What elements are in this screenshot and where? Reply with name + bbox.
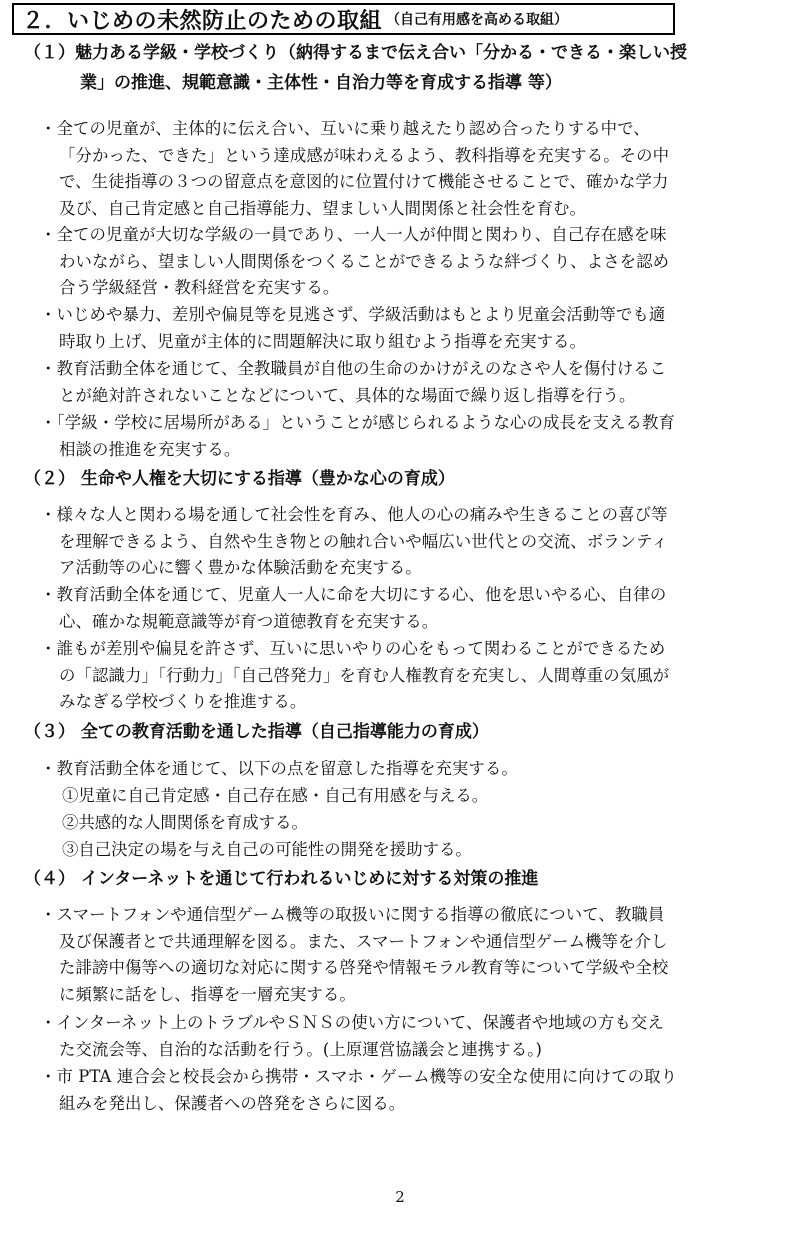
- bullet-line: ・様々な人と関わる場を通して社会性を育み、他人の心の痛みや生きることの喜び等: [40, 505, 668, 524]
- bullet-item: [40, 356, 792, 409]
- subsection-heading-2: （２） 生命や人権を大切にする指導（豊かな心の育成）: [24, 469, 455, 489]
- section-subtitle: （自己有用感を高める取組）: [386, 12, 569, 28]
- bullet-line: ・教育活動全体を通じて、以下の点を留意した指導を充実する。: [40, 759, 518, 778]
- subsection-heading-4: （４） インターネットを通じて行われるいじめに対する対策の推進: [24, 869, 539, 889]
- bullet-line: 及び、自己肯定感と自己指導能力、望ましい人間関係と社会性を育む。: [59, 198, 587, 218]
- bullet-item: [40, 1064, 792, 1117]
- section-title-box: [12, 3, 675, 35]
- bullet-line: ・市 PTA 連合会と校長会から携帯・スマホ・ゲーム機等の安全な使用に向けての取り: [40, 1067, 678, 1086]
- bullet-line: に頻繁に話をし、指導を一層充実する。: [59, 984, 356, 1004]
- page-number: 2: [395, 1188, 405, 1206]
- bullet-line: ・教育活動全体を通じて、全教職員が自他の生命のかけがえのなさや人を傷付けるこ: [40, 359, 667, 378]
- bullet-item: [40, 582, 792, 635]
- bullet-line: ア活動等の心に響く豊かな体験活動を充実する。: [59, 558, 422, 577]
- bullet-line: の「認識力」「行動力」「自己啓発力」を育む人権教育を充実し、人間尊重の気風が: [59, 665, 670, 685]
- bullet-line: ・スマートフォンや通信型ゲーム機等の取扱いに関する指導の徹底について、教職員: [40, 905, 665, 924]
- bullet-item: [40, 302, 792, 355]
- bullet-line: 相談の推進を充実する。: [59, 439, 241, 459]
- section-title: ２．いじめの未然防止のための取組: [22, 8, 383, 34]
- bullet-line: 合う学級経営・教科経営を充実する。: [59, 278, 340, 297]
- bullet-item: [40, 116, 792, 222]
- bullet-line: とが絶対許されないことなどについて、具体的な場面で繰り返し指導を行う。: [59, 385, 636, 405]
- numbered-item: ①児童に自己肯定感・自己存在感・自己有用感を与える。: [62, 786, 489, 805]
- bullet-line: ・「学級・学校に居場所がある」ということが感じられるような心の成長を支える教育: [40, 413, 675, 432]
- numbered-item: ③自己決定の場を与え自己の可能性の開発を援助する。: [62, 840, 472, 859]
- bullet-line: た交流会等、自治的な活動を行う。(上原運営協議会と連携する。): [59, 1039, 543, 1059]
- bullet-line: 組みを発出し、保護者への啓発をさらに図る。: [59, 1093, 406, 1113]
- bullet-item: [40, 1010, 792, 1063]
- bullet-line: を理解できるよう、自然や生き物との触れ合いや幅広い世代との交流、ボランティ: [59, 531, 668, 551]
- numbered-item: ②共感的な人間関係を育成する。: [62, 813, 308, 832]
- bullet-line: ・教育活動全体を通じて、児童人一人に命を大切にする心、他を思いやる心、自律の: [40, 585, 667, 604]
- bullet-item: [40, 636, 792, 716]
- bullet-line: 心、確かな規範意識等が育つ道徳教育を充実する。: [59, 611, 439, 631]
- bullet-line: た誹謗中傷等への適切な対応に関する啓発や情報モラル教育等について学級や全校: [59, 958, 669, 977]
- subsection-heading-3: （３） 全ての教育活動を通した指導（自己指導能力の育成）: [24, 722, 489, 742]
- bullet-line: ・誰もが差別や偏見を許さず、互いに思いやりの心をもって関わることができるため: [40, 639, 666, 658]
- bullet-line: で、生徒指導の３つの留意点を意図的に位置付けて機能させることで、確かな学力: [59, 172, 669, 191]
- bullet-line: わいながら、望ましい人間関係をつくることができるような絆づくり、よさを認め: [59, 251, 670, 271]
- bullet-line: 「分かった、できた」という達成感が味わえるよう、教科指導を充実する。その中: [59, 145, 670, 165]
- bullet-line: ・いじめや暴力、差別や偏見等を見逃さず、学級活動はもとより児童会活動等でも適: [40, 305, 666, 324]
- bullet-item: [40, 756, 792, 783]
- bullet-line: 及び保護者とで共通理解を図る。また、スマートフォンや通信型ゲーム機等を介し: [59, 931, 668, 951]
- bullet-line: ・全ての児童が、主体的に伝え合い、互いに乗り越えたり認め合ったりする中で、: [40, 119, 650, 138]
- bullet-item: [40, 222, 792, 302]
- bullet-item: [40, 502, 792, 582]
- bullet-line: ・全ての児童が大切な学級の一員であり、一人一人が仲間と関わり、自己存在感を味: [40, 225, 667, 244]
- bullet-item: [40, 410, 792, 463]
- bullet-item: [40, 902, 792, 1008]
- bullet-line: みなぎる学校づくりを推進する。: [59, 692, 307, 711]
- bullet-line: 時取り上げ、児童が主体的に問題解決に取り組むよう指導を充実する。: [59, 331, 587, 351]
- subsection-heading-1: （１）魅力ある学級・学校づくり（納得するまで伝え合い「分かる・できる・楽しい授 業」の推進、規範意識・主体性・自治力等を育成する指導 等）: [24, 43, 687, 93]
- bullet-line: ・インターネット上のトラブルやＳＮＳの使い方について、保護者や地域の方も交え: [40, 1013, 664, 1032]
